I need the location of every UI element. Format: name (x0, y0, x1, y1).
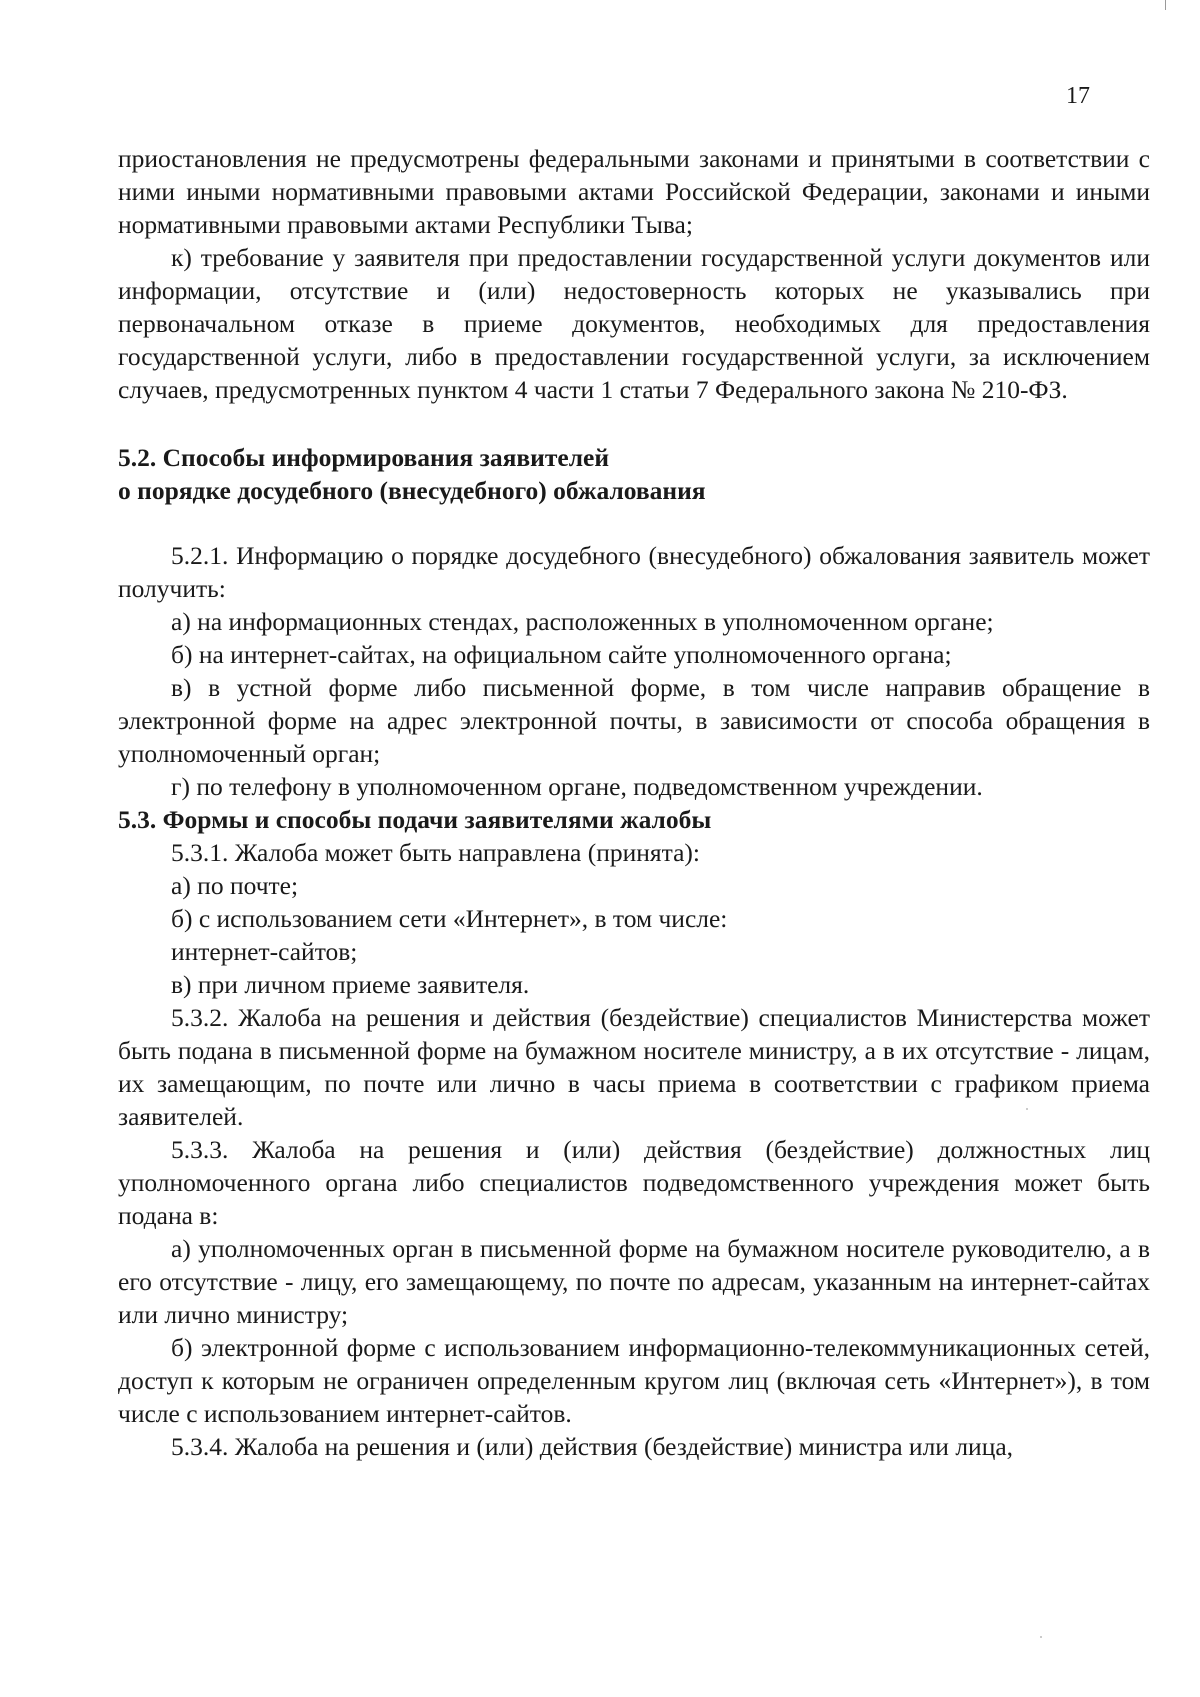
page-number: 17 (1066, 83, 1090, 109)
scan-speck (1040, 1636, 1042, 1638)
paragraph-5-3-1-b: б) с использованием сети «Интернет», в том числе: (171, 904, 728, 933)
paragraph-5-3-3-a: а) уполномоченных орган в письменной форме на бумажном носителе руководителю, а в его отсутствие - лицу, его замещающему, по почте по адресам, указанным на интернет-сайтах или лично министру; (118, 1234, 1150, 1329)
section-heading-5-2-line1: 5.2. Способы информирования заявителей (118, 443, 610, 472)
document-body (118, 142, 1150, 1463)
paragraph-5-3-1: 5.3.1. Жалоба может быть направлена (принята): (171, 838, 700, 867)
paragraph-5-3-1-a: а) по почте; (171, 871, 299, 900)
section-heading-5-2 (118, 441, 1150, 507)
paragraph-5-3-1-b-sub: интернет-сайтов; (171, 937, 358, 966)
paragraph-5-2-1-v: в) в устной форме либо письменной форме, в том числе направив обращение в электронной форме на адрес электронной почты, в зависимости от способа обращения в уполномоченный орган; (118, 673, 1150, 768)
section-heading-5-2-line2: о порядке досудебного (внесудебного) обжалования (118, 476, 706, 505)
paragraph-5-3-3-b: б) электронной форме с использованием информационно-телекоммуникационных сетей, доступ к которым не ограничен определенным кругом лиц (включая сеть «Интернет»), в том числе с использованием интернет-сайтов. (118, 1333, 1150, 1428)
section-heading-5-3: 5.3. Формы и способы подачи заявителями жалобы (118, 805, 712, 834)
paragraph-5-3-1-v: в) при личном приеме заявителя. (171, 970, 530, 999)
scan-speck (1026, 1108, 1028, 1110)
paragraph-continuation: приостановления не предусмотрены федеральными законами и принятыми в соответствии с ними иными нормативными правовыми актами Российской Федерации, законами и иными нормативными правовыми актами Республики Тыва; (118, 144, 1150, 239)
paragraph-5-2-1-b: б) на интернет-сайтах, на официальном сайте уполномоченного органа; (171, 640, 952, 669)
paragraph-5-2-1-a: а) на информационных стендах, расположенных в уполномоченном органе; (171, 607, 994, 636)
paragraph-5-3-2: 5.3.2. Жалоба на решения и действия (бездействие) специалистов Министерства может быть подана в письменной форме на бумажном носителе министру, а в их отсутствие - лицам, их замещающим, по почте или лично в часы приема в соответствии с графиком приема заявителей. (118, 1003, 1150, 1131)
paragraph-5-3-3: 5.3.3. Жалоба на решения и (или) действия (бездействие) должностных лиц уполномоченного органа либо специалистов подведомственного учреждения может быть подана в: (118, 1135, 1150, 1230)
scan-edge-mark (1165, 0, 1166, 10)
paragraph-5-2-1: 5.2.1. Информацию о порядке досудебного (внесудебного) обжалования заявитель может получить: (118, 541, 1150, 603)
paragraph-item-k: к) требование у заявителя при предоставлении государственной услуги документов или информации, отсутствие и (или) недостоверность которых не указывались при первоначальном отказе в приеме документов, необходимых для предоставления государственной услуги, либо в предоставлении государственной услуги, за исключением случаев, предусмотренных пунктом 4 части 1 статьи 7 Федерального закона № 210-ФЗ. (118, 243, 1150, 404)
paragraph-5-3-4: 5.3.4. Жалоба на решения и (или) действия (бездействие) министра или лица, (171, 1432, 1014, 1461)
paragraph-5-2-1-g: г) по телефону в уполномоченном органе, подведомственном учреждении. (171, 772, 983, 801)
